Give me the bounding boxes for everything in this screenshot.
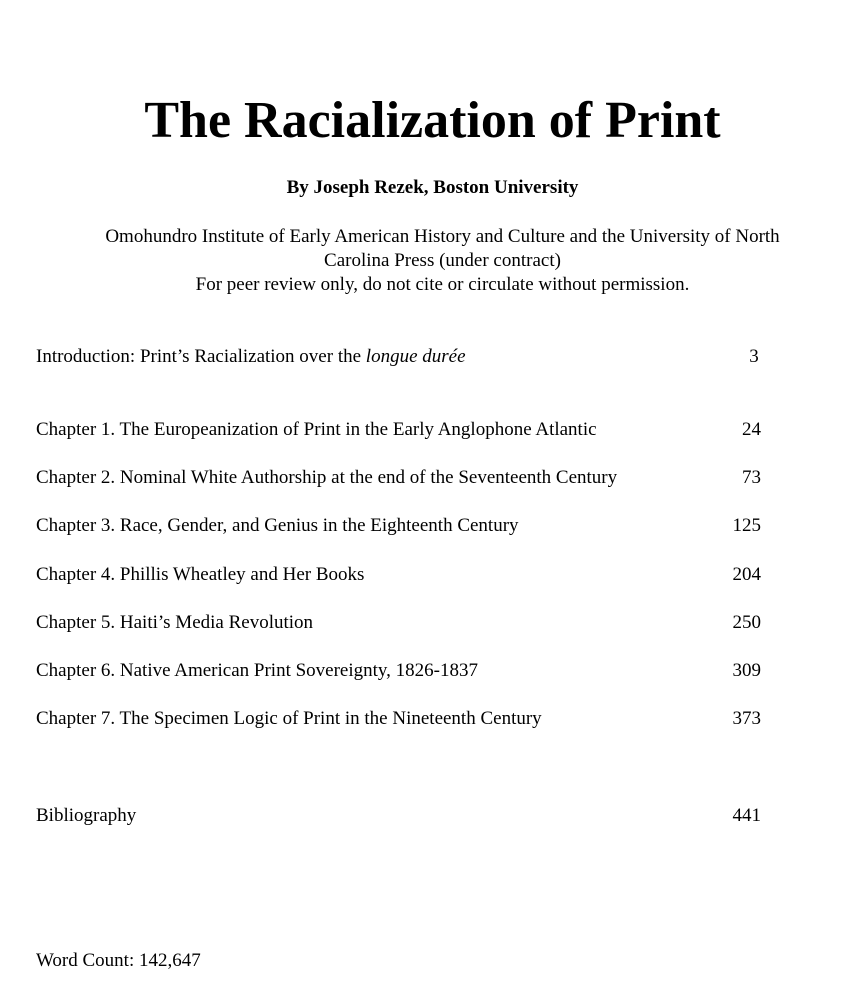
toc-row-introduction xyxy=(36,343,761,371)
toc-row-chapter-6 xyxy=(36,657,761,685)
toc-label-chapter-6: Chapter 6. Native American Print Sovereignty, 1826-1837 xyxy=(36,660,479,681)
toc-row-chapter-7 xyxy=(36,705,761,733)
toc-page-introduction: 3 xyxy=(749,346,759,367)
toc-page-chapter-5: 250 xyxy=(732,612,761,633)
toc-row-chapter-2 xyxy=(36,464,761,492)
word-count: Word Count: 142,647 xyxy=(36,950,201,971)
toc-label-bibliography: Bibliography xyxy=(36,805,137,826)
toc-label-chapter-5: Chapter 5. Haiti’s Media Revolution xyxy=(36,612,314,633)
toc-page-bibliography: 441 xyxy=(732,805,761,826)
publisher-line-2: Carolina Press (under contract) xyxy=(324,250,561,271)
toc-label-chapter-4: Chapter 4. Phillis Wheatley and Her Books xyxy=(36,564,365,585)
toc-label-chapter-3: Chapter 3. Race, Gender, and Genius in the Eighteenth Century xyxy=(36,515,519,536)
toc-row-chapter-4 xyxy=(36,561,761,589)
toc-row-chapter-3 xyxy=(36,512,761,540)
toc-label-introduction-text: Introduction: Print’s Racialization over the xyxy=(36,346,366,367)
publisher-line-1: Omohundro Institute of Early American History and Culture and the University of North xyxy=(105,226,780,247)
toc-row-bibliography xyxy=(36,802,761,830)
toc-row-chapter-5 xyxy=(36,609,761,637)
document-title: The Racialization of Print xyxy=(144,92,721,149)
publisher-line-3: For peer review only, do not cite or circulate without permission. xyxy=(195,274,690,295)
toc-page-chapter-6: 309 xyxy=(732,660,761,681)
toc-page-chapter-4: 204 xyxy=(732,564,761,585)
toc-page-chapter-7: 373 xyxy=(732,708,761,729)
toc-label-chapter-7: Chapter 7. The Specimen Logic of Print in the Nineteenth Century xyxy=(36,708,542,729)
toc-page-chapter-3: 125 xyxy=(732,515,761,536)
toc-label-chapter-2: Chapter 2. Nominal White Authorship at the end of the Seventeenth Century xyxy=(36,467,618,488)
toc-label-chapter-1: Chapter 1. The Europeanization of Print in the Early Anglophone Atlantic xyxy=(36,419,597,440)
toc-row-chapter-1 xyxy=(36,416,761,444)
toc-page-chapter-1: 24 xyxy=(742,419,761,440)
toc-label-introduction xyxy=(36,343,466,371)
toc-label-introduction-italic: longue durée xyxy=(365,346,466,367)
author-byline: By Joseph Rezek, Boston University xyxy=(286,177,579,198)
publisher-note xyxy=(60,225,825,297)
toc-page-chapter-2: 73 xyxy=(742,467,761,488)
